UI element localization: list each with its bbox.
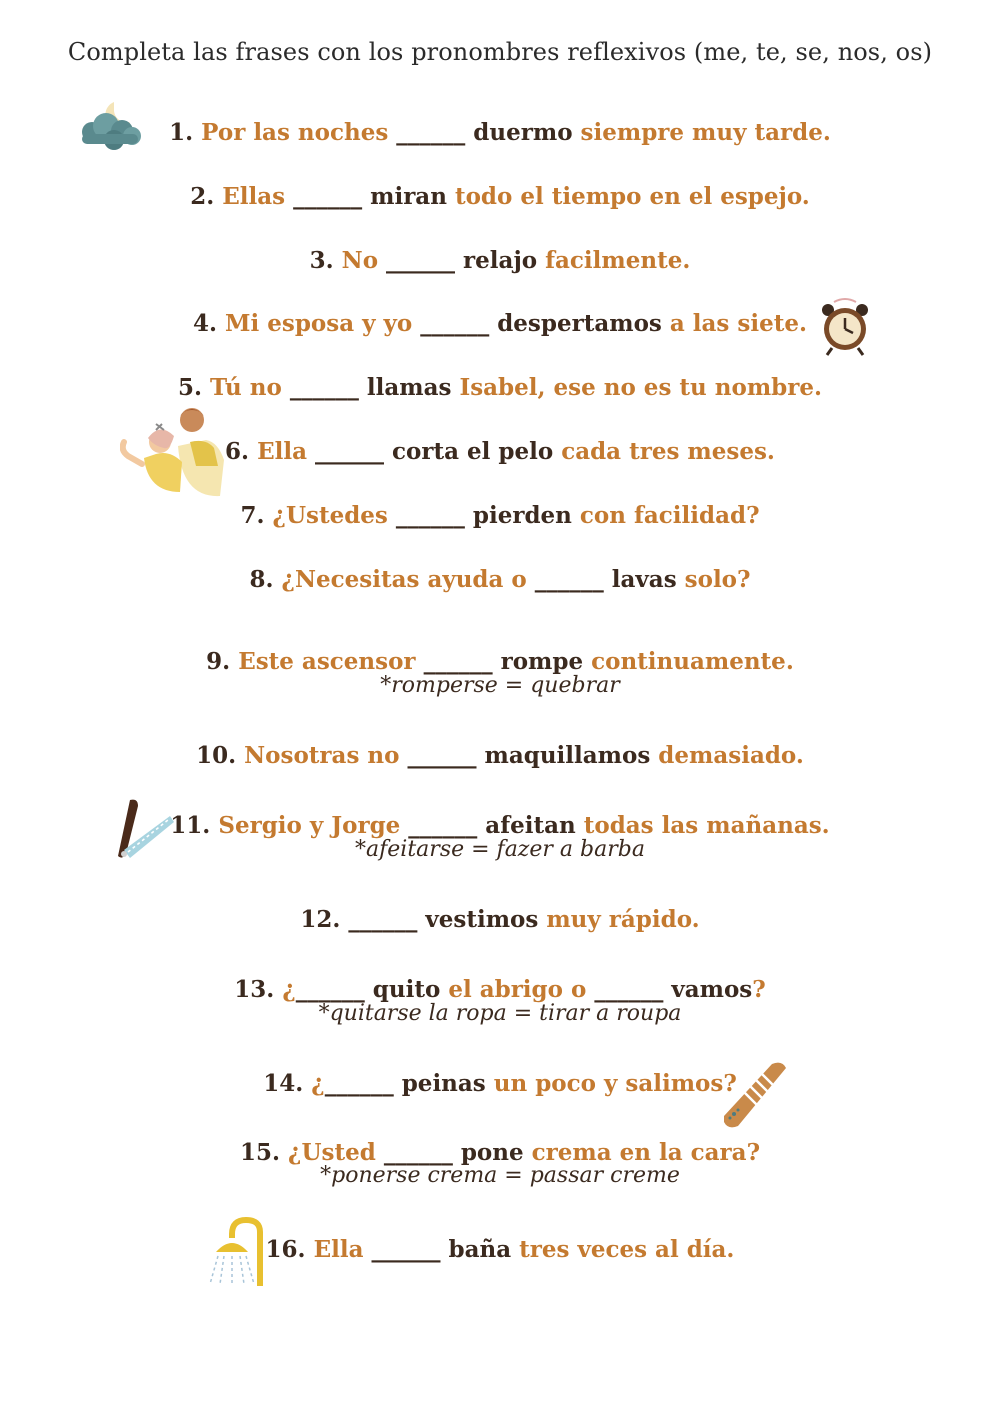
sentence-segment: 1. [169,119,202,146]
sentence-segment: 13. [234,976,283,1003]
sentence-segment: 14. [263,1070,312,1097]
sentence-segment: siempre muy tarde. [580,119,831,146]
sentence-segment: ______ vamos [594,976,753,1003]
sentence-segment: Ella [257,438,315,465]
razor-icon [104,798,174,866]
sentence-segment: 7. [240,502,273,529]
sentence-14 [0,1070,1000,1097]
sentence-segment: demasiado. [658,742,804,769]
sentence-segment: ______ llamas [289,374,460,401]
sentence-segment: ______ lavas [534,566,685,593]
sentence-13-note: *quitarse la ropa = tirar a roupa [318,1001,682,1026]
sentence-segment: continuamente. [591,648,794,675]
sentence-segment: ______ peinas [324,1070,494,1097]
sentence-segment: 8. [249,566,282,593]
sentence-segment: ______ quito [295,976,449,1003]
sentence-segment: Isabel, ese no es tu nombre. [459,374,822,401]
sentence-2 [0,183,1000,210]
sentence-segment: Nosotras no [244,742,408,769]
sentence-segment: Este ascensor [238,648,424,675]
sentence-segment: todas las mañanas. [583,812,830,839]
sentence-segment: ______ baña [371,1236,520,1263]
sentence-segment: 15. [239,1139,288,1166]
sentence-10 [0,742,1000,769]
sentence-segment: ______ pone [383,1139,532,1166]
shower-icon [202,1216,266,1288]
sentence-segment: ______ rompe [423,648,592,675]
sentence-segment: Ellas [222,183,294,210]
sentence-16 [0,1236,1000,1263]
sentence-segment: ¿Necesitas ayuda o [281,566,535,593]
sentence-segment: a las siete. [669,310,807,337]
sentence-segment: 4. [193,310,226,337]
sentence-segment: 12. ______ vestimos [300,906,547,933]
sentence-segment: 2. [190,183,223,210]
sentence-segment: No [341,247,387,274]
moon-cloud-icon [74,98,146,154]
sentence-segment: ______ afeitan [408,812,584,839]
sentence-15-note: *ponerse crema = passar creme [320,1163,680,1188]
sentence-segment: Mi esposa y yo [225,310,421,337]
sentence-segment: Por las noches [201,119,397,146]
sentence-7 [0,502,1000,529]
sentence-segment: ______ despertamos [420,310,670,337]
sentence-3 [0,247,1000,274]
sentence-5 [0,374,1000,401]
sentence-segment: ¿Usted [287,1139,384,1166]
sentence-15 [0,1139,1000,1166]
sentence-segment: ______ maquillamos [407,742,659,769]
alarm-clock-icon [818,296,872,358]
comb-icon [720,1060,790,1130]
sentence-segment: cada tres meses. [561,438,775,465]
sentence-segment: todo el tiempo en el espejo. [454,183,810,210]
sentence-segment: ¿Ustedes [272,502,396,529]
sentence-segment: solo? [684,566,751,593]
sentence-segment: facilmente. [545,247,691,274]
sentence-segment: Ella [313,1236,372,1263]
sentence-segment: ______ pierden [395,502,580,529]
sentence-9 [0,648,1000,675]
sentence-segment: ¿ [282,976,296,1003]
sentence-segment: con facilidad? [579,502,760,529]
sentence-segment: 6. [225,438,258,465]
sentence-segment: ______ duermo [396,119,581,146]
sentence-segment: ¿ [311,1070,325,1097]
hair-stylist-icon [120,402,224,498]
sentence-segment: ? [752,976,766,1003]
sentence-segment: muy rápido. [546,906,700,933]
sentence-11-note: *afeitarse = fazer a barba [355,837,645,862]
sentence-segment: 11. [170,812,219,839]
sentence-12 [0,906,1000,933]
sentence-segment: 10. [196,742,245,769]
sentence-segment: ______ relajo [386,247,546,274]
worksheet-title: Completa las frases con los pronombres reflexivos (me, te, se, nos, os) [67,38,933,66]
sentence-13 [0,976,1000,1003]
sentence-1 [0,119,1000,146]
sentence-8 [0,566,1000,593]
sentence-segment: tres veces al día. [519,1236,735,1263]
sentence-segment: crema en la cara? [531,1139,761,1166]
sentence-segment: ______ corta el pelo [315,438,562,465]
sentence-segment: 3. [309,247,342,274]
sentence-segment: el abrigo o [448,976,595,1003]
sentence-segment: 5. [178,374,211,401]
sentence-segment: Sergio y Jorge [218,812,409,839]
sentence-9-note: *romperse = quebrar [380,673,620,698]
sentence-segment: ______ miran [293,183,455,210]
sentence-segment: 16. [265,1236,314,1263]
sentence-segment: Tú no [210,374,290,401]
sentence-segment: un poco y salimos? [493,1070,737,1097]
sentence-segment: 9. [206,648,239,675]
